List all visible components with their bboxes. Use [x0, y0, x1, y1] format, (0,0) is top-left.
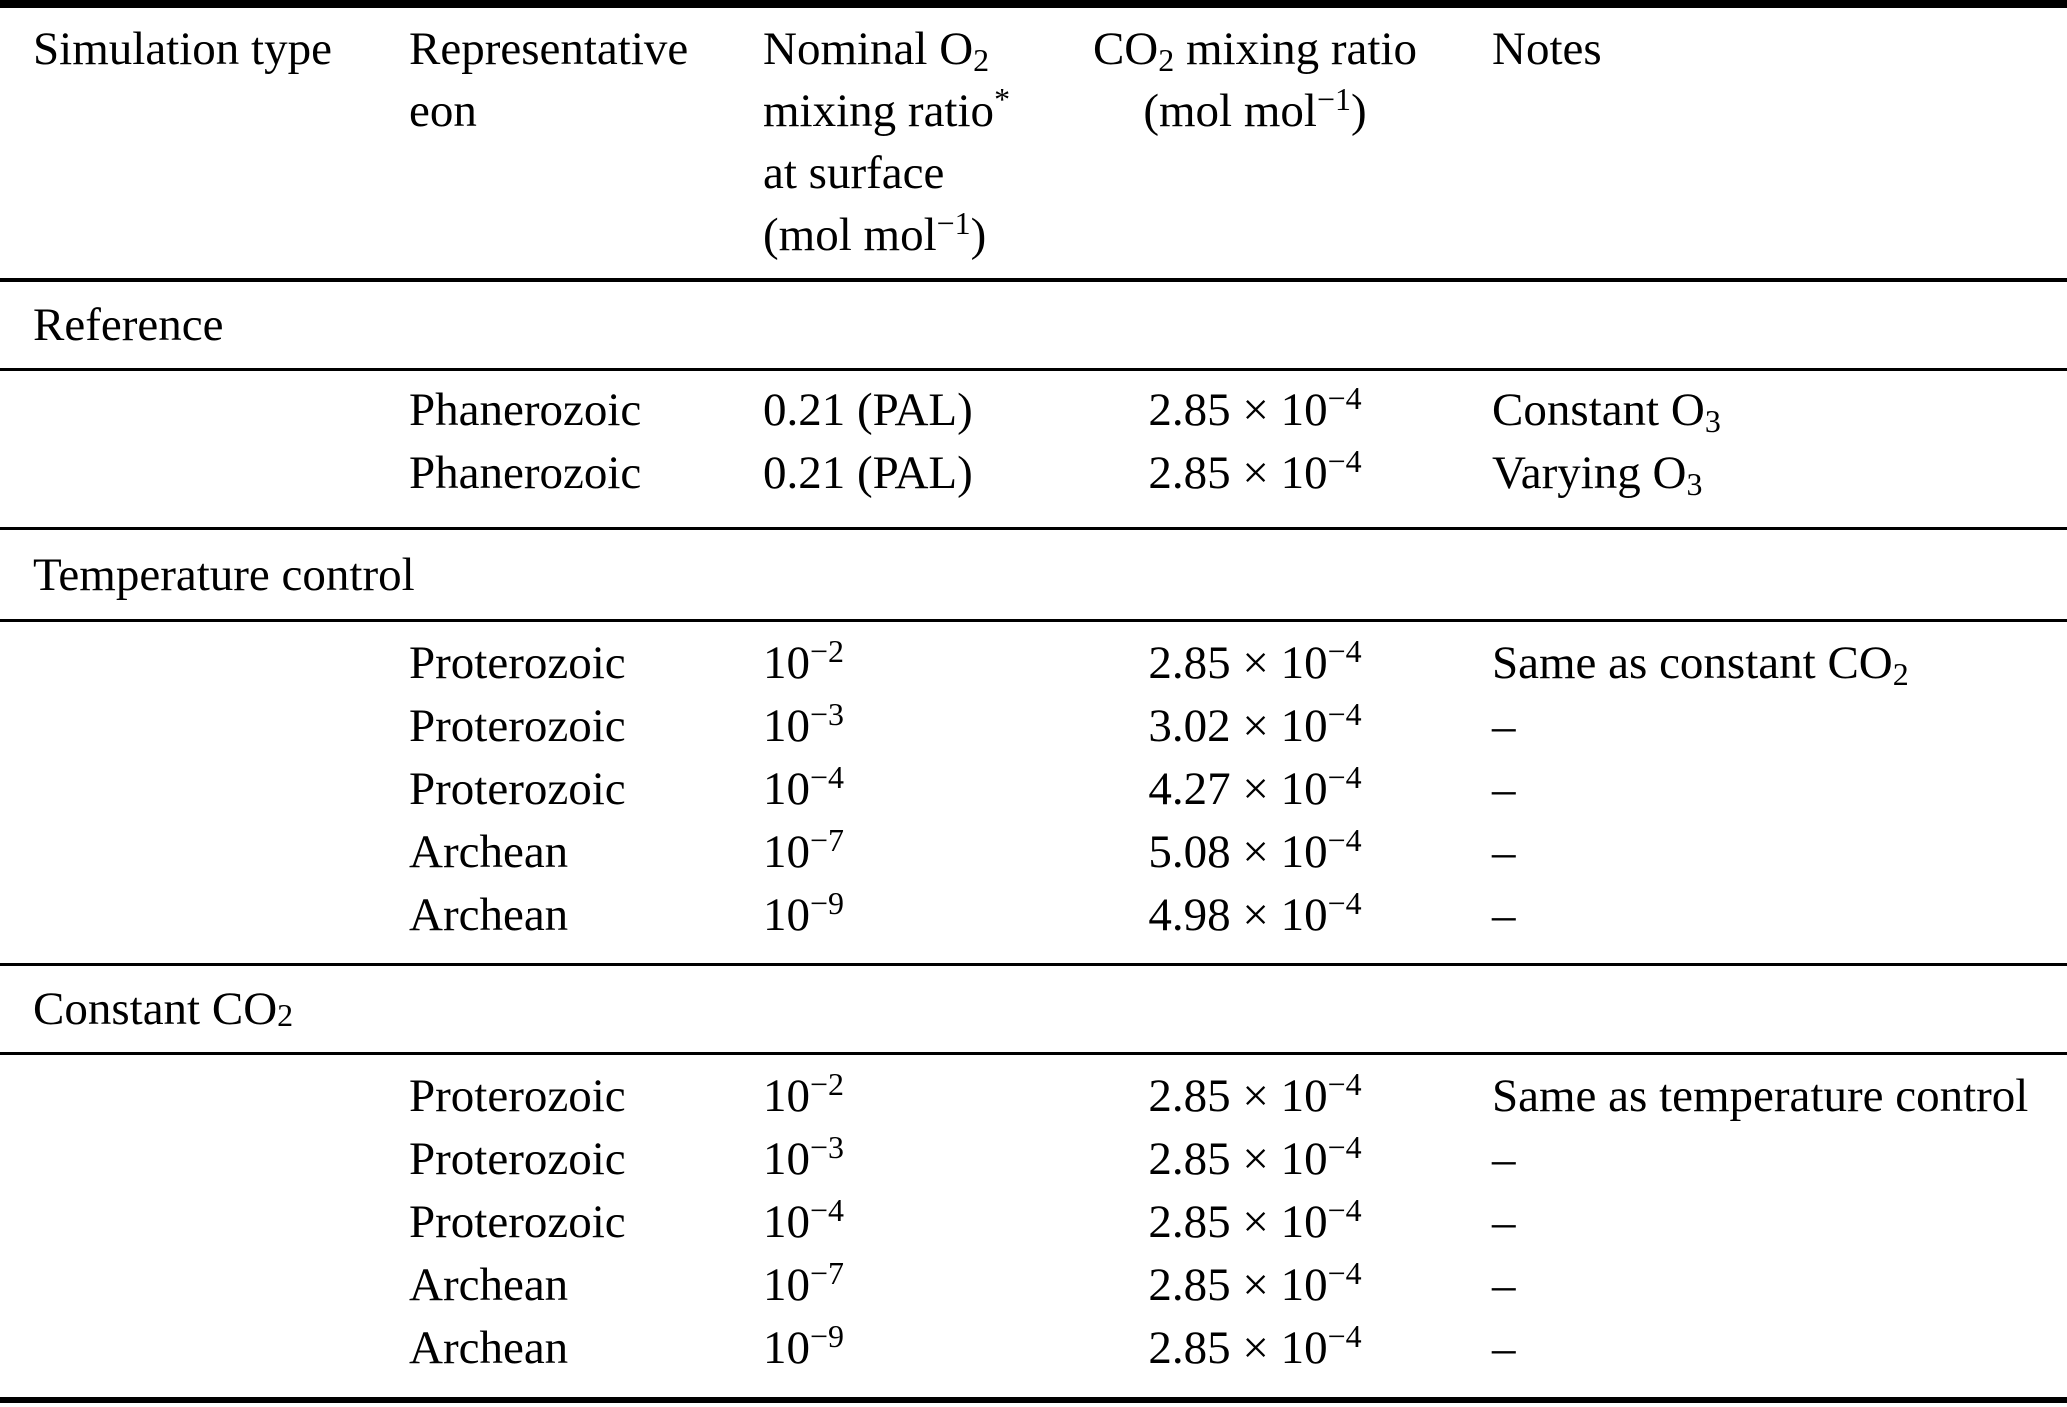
- header-text: Notes: [1492, 23, 1602, 75]
- exponent: −7: [810, 823, 844, 859]
- superscript: −1: [936, 206, 971, 242]
- notes-cell: Same as constant $CO_2$: [1492, 637, 1909, 693]
- col-header-co2: [1080, 18, 1430, 278]
- section-title: Reference: [33, 299, 224, 351]
- header-text: $CO_2$ mixing ratio: [1092, 23, 1418, 79]
- o2-cell: $10^{-7}$: [763, 1256, 844, 1311]
- col-header-representative-eon: [405, 18, 754, 278]
- co2-cell: $2.85 \times 10^{-4}$: [1148, 1319, 1362, 1374]
- exponent: −4: [1327, 634, 1362, 670]
- section-rows-reference: [0, 371, 2067, 527]
- o2-cell: $10^{-7}$: [763, 823, 844, 878]
- exponent: −4: [1327, 381, 1362, 417]
- eon-cell: Archean: [409, 1322, 569, 1374]
- co2-cell: $4.98 \times 10^{-4}$: [1148, 886, 1362, 941]
- exponent: −3: [810, 1130, 844, 1166]
- subscript: 3: [1686, 467, 1703, 503]
- col-header-nominal-o2: [754, 18, 1080, 278]
- section-title: Constant CO: [33, 983, 278, 1035]
- table-row: [0, 1128, 2067, 1191]
- table-top-rule: [0, 0, 2067, 8]
- exponent: −4: [810, 760, 844, 796]
- exponent: −4: [1327, 444, 1362, 480]
- eon-cell: Proterozoic: [409, 763, 626, 815]
- section-rows-constant-co2: [0, 1055, 2067, 1397]
- table-row: [0, 821, 2067, 884]
- table-header-row: [0, 8, 2067, 278]
- table-row: [0, 1065, 2067, 1128]
- header-text: at surface: [763, 147, 945, 199]
- table-row: [0, 632, 2067, 695]
- subscript: 2: [1892, 657, 1909, 693]
- exponent: −4: [1327, 760, 1362, 796]
- col-header-simulation-type: [0, 18, 405, 278]
- subscript: 2: [1158, 43, 1175, 79]
- subscript: 3: [1704, 404, 1721, 440]
- exponent: −4: [1327, 1130, 1362, 1166]
- table-row: [0, 1317, 2067, 1380]
- notes-cell: –: [1492, 700, 1516, 752]
- exponent: −4: [1327, 1319, 1362, 1355]
- footnote-asterisk: *: [994, 82, 1011, 118]
- o2-cell: $10^{-4}$: [763, 1193, 844, 1248]
- exponent: −7: [810, 1256, 844, 1292]
- eon-cell: Archean: [409, 889, 569, 941]
- exponent: −4: [1327, 697, 1362, 733]
- exponent: −9: [810, 886, 844, 922]
- notes-cell: –: [1492, 1133, 1516, 1185]
- eon-cell: Proterozoic: [409, 637, 626, 689]
- header-text: (mol mol$^{-1}$): [1143, 82, 1367, 137]
- table-row: [0, 758, 2067, 821]
- co2-cell: $2.85 \times 10^{-4}$: [1148, 444, 1362, 499]
- exponent: −4: [1327, 1193, 1362, 1229]
- co2-cell: $5.08 \times 10^{-4}$: [1148, 823, 1362, 878]
- section-label-reference: [0, 282, 2067, 368]
- eon-cell: Proterozoic: [409, 1133, 626, 1185]
- section-label-constant-co2: Constant CO $_2$: [33, 983, 294, 1035]
- co2-cell: $2.85 \times 10^{-4}$: [1148, 1130, 1362, 1185]
- exponent: −4: [1327, 886, 1362, 922]
- co2-cell: $2.85 \times 10^{-4}$: [1148, 1067, 1362, 1122]
- o2-cell: $10^{-9}$: [763, 1319, 844, 1374]
- exponent: −9: [810, 1319, 844, 1355]
- col-header-notes: [1430, 18, 2067, 278]
- exponent: −4: [1327, 1256, 1362, 1292]
- co2-cell: $4.27 \times 10^{-4}$: [1148, 760, 1362, 815]
- eon-cell: Phanerozoic: [409, 447, 642, 499]
- subscript: 2: [973, 43, 990, 79]
- eon-cell: Proterozoic: [409, 1196, 626, 1248]
- notes-cell: –: [1492, 1259, 1516, 1311]
- eon-cell: Proterozoic: [409, 1070, 626, 1122]
- exponent: −4: [1327, 823, 1362, 859]
- header-text: eon: [409, 85, 477, 137]
- co2-cell: $2.85 \times 10^{-4}$: [1148, 1193, 1362, 1248]
- notes-cell: Constant $O_3$: [1492, 384, 1721, 440]
- header-text: mixing ratio*: [763, 82, 1011, 137]
- o2-cell: 0.21 (PAL): [763, 384, 973, 436]
- header-text: (mol mol$^{-1}$): [763, 206, 987, 261]
- superscript: −1: [1316, 82, 1351, 118]
- table-row: [0, 884, 2067, 947]
- eon-cell: Phanerozoic: [409, 384, 642, 436]
- co2-cell: $2.85 \times 10^{-4}$: [1148, 1256, 1362, 1311]
- table-row: [0, 695, 2067, 758]
- exponent: −4: [1327, 1067, 1362, 1103]
- o2-cell: $10^{-9}$: [763, 886, 844, 941]
- exponent: −4: [810, 1193, 844, 1229]
- o2-cell: $10^{-2}$: [763, 634, 844, 689]
- notes-cell: Same as temperature control: [1492, 1070, 2029, 1122]
- o2-cell: $10^{-2}$: [763, 1067, 844, 1122]
- notes-cell: Varying $O_3$: [1492, 447, 1703, 503]
- exponent: −3: [810, 697, 844, 733]
- section-label-temperature-control: [0, 530, 2067, 619]
- o2-cell: 0.21 (PAL): [763, 447, 973, 499]
- notes-cell: –: [1492, 889, 1516, 941]
- section-rows-temperature-control: [0, 622, 2067, 963]
- notes-cell: –: [1492, 826, 1516, 878]
- eon-cell: Archean: [409, 1259, 569, 1311]
- notes-cell: –: [1492, 1322, 1516, 1374]
- table-row: [0, 1191, 2067, 1254]
- exponent: −2: [810, 634, 844, 670]
- co2-cell: $2.85 \times 10^{-4}$: [1148, 634, 1362, 689]
- table-bottom-rule: [0, 1397, 2067, 1403]
- co2-cell: $3.02 \times 10^{-4}$: [1148, 697, 1362, 752]
- header-text: Nominal $O_2$: [763, 23, 990, 79]
- o2-cell: $10^{-3}$: [763, 1130, 844, 1185]
- table-row: [0, 442, 2067, 505]
- table-row: [0, 379, 2067, 442]
- exponent: −2: [810, 1067, 844, 1103]
- eon-cell: Archean: [409, 826, 569, 878]
- o2-cell: $10^{-4}$: [763, 760, 844, 815]
- table-row: [0, 1254, 2067, 1317]
- eon-cell: Proterozoic: [409, 700, 626, 752]
- o2-cell: $10^{-3}$: [763, 697, 844, 752]
- section-title: Temperature control: [33, 548, 415, 601]
- header-text: Simulation type: [33, 23, 332, 75]
- notes-cell: –: [1492, 763, 1516, 815]
- co2-cell: $2.85 \times 10^{-4}$: [1148, 381, 1362, 436]
- notes-cell: –: [1492, 1196, 1516, 1248]
- header-text: Representative: [409, 23, 689, 75]
